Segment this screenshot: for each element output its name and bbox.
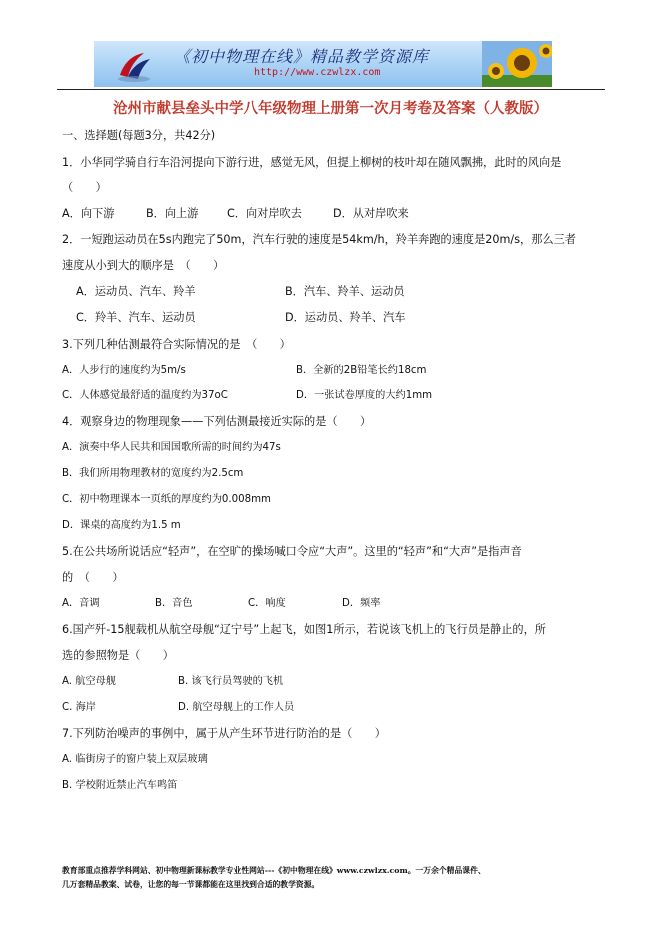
option-7b: B. 学校附近禁止汽车鸣笛 bbox=[62, 780, 178, 791]
option-6b: B. 该飞行员驾驶的飞机 bbox=[178, 676, 284, 687]
question-2-cont: 速度从小到大的顺序是 （ ） bbox=[62, 259, 225, 272]
option-5c: C．响度 bbox=[248, 598, 286, 609]
question-3: 3.下列几种估测最符合实际情况的是 （ ） bbox=[62, 338, 291, 351]
option-5d: D．频率 bbox=[342, 598, 381, 609]
question-4: 4．观察身边的物理现象——下列估测最接近实际的是（ ） bbox=[62, 415, 372, 428]
section-heading: 一、选择题(每题3分，共42分) bbox=[62, 129, 216, 142]
question-5-cont: 的 （ ） bbox=[62, 571, 124, 584]
option-5a: A．音调 bbox=[62, 598, 100, 609]
option-6a: A. 航空母舰 bbox=[62, 676, 117, 687]
option-3c: C．人体感觉最舒适的温度约为37oC bbox=[62, 390, 228, 401]
option-4a: A．演奏中华人民共和国国歌所需的时间约为47s bbox=[62, 442, 281, 453]
header-rule bbox=[57, 89, 605, 90]
option-2b: B．汽车、羚羊、运动员 bbox=[285, 285, 405, 298]
question-7: 7.下列防治噪声的事例中，属于从产生环节进行防治的是（ ） bbox=[62, 727, 386, 740]
question-1: 1．小华同学骑自行车沿河提向下游行进，感觉无风，但提上柳树的枝叶却在随风飘拂，此时的风向是 bbox=[62, 156, 562, 169]
question-6: 6.国产歼-15舰载机从航空母舰“辽宁号”上起飞，如图1所示，若说该飞机上的飞行员是静止的，所 bbox=[62, 623, 546, 636]
option-3d: D．一张试卷厚度的大约1mm bbox=[296, 390, 433, 401]
option-1c: C．向对岸吹去 bbox=[227, 207, 302, 220]
question-5: 5.在公共场所说话应“轻声”，在空旷的操场喊口令应“大声”。这里的“轻声”和“大声”是指声音 bbox=[62, 545, 522, 558]
question-6-cont: 选的参照物是（ ） bbox=[62, 649, 174, 662]
question-1-blank: （ ） bbox=[62, 181, 107, 194]
option-1a: A．向下游 bbox=[62, 207, 115, 220]
site-logo bbox=[114, 45, 154, 83]
option-4c: C．初中物理课本一页纸的厚度约为0.008mm bbox=[62, 494, 271, 505]
option-7a: A. 临街房子的窗户装上双层玻璃 bbox=[62, 754, 208, 765]
footer-line-1: 教育部重点推荐学科网站、初中物理新课标教学专业性网站---《初中物理在线》www.czwlzx.com。一万余个精品课件、 bbox=[62, 866, 486, 875]
option-4d: D．课桌的高度约为1.5 m bbox=[62, 520, 181, 531]
option-3a: A．人步行的速度约为5m/s bbox=[62, 365, 186, 376]
document-title: 沧州市献县垒头中学八年级物理上册第一次月考卷及答案（人教版） bbox=[113, 100, 548, 117]
banner-url[interactable]: http://www.czwlzx.com bbox=[254, 67, 381, 78]
option-1d: D．从对岸吹来 bbox=[333, 207, 409, 220]
option-5b: B．音色 bbox=[155, 598, 193, 609]
option-6c: C. 海岸 bbox=[62, 702, 96, 713]
option-1b: B．向上游 bbox=[146, 207, 199, 220]
option-4b: B．我们所用物理教材的宽度约为2.5cm bbox=[62, 468, 244, 479]
option-2c: C．羚羊、汽车、运动员 bbox=[76, 311, 196, 324]
option-6d: D. 航空母舰上的工作人员 bbox=[178, 702, 295, 713]
banner-title: 《初中物理在线》精品教学资源库 bbox=[174, 47, 430, 66]
question-2: 2．一短跑运动员在5s内跑完了50m，汽车行驶的速度是54km/h，羚羊奔跑的速度是20m/s，那么三者 bbox=[62, 233, 576, 246]
footer-line-2: 几万套精品教案、试卷，让您的每一节课都能在这里找到合适的教学资源。 bbox=[62, 880, 320, 889]
header-banner bbox=[94, 41, 552, 87]
option-2a: A．运动员、汽车、羚羊 bbox=[76, 285, 196, 298]
option-2d: D．运动员、羚羊、汽车 bbox=[285, 311, 406, 324]
sunflower-image bbox=[482, 41, 552, 87]
option-3b: B．全新的2B铅笔长约18cm bbox=[296, 365, 427, 376]
